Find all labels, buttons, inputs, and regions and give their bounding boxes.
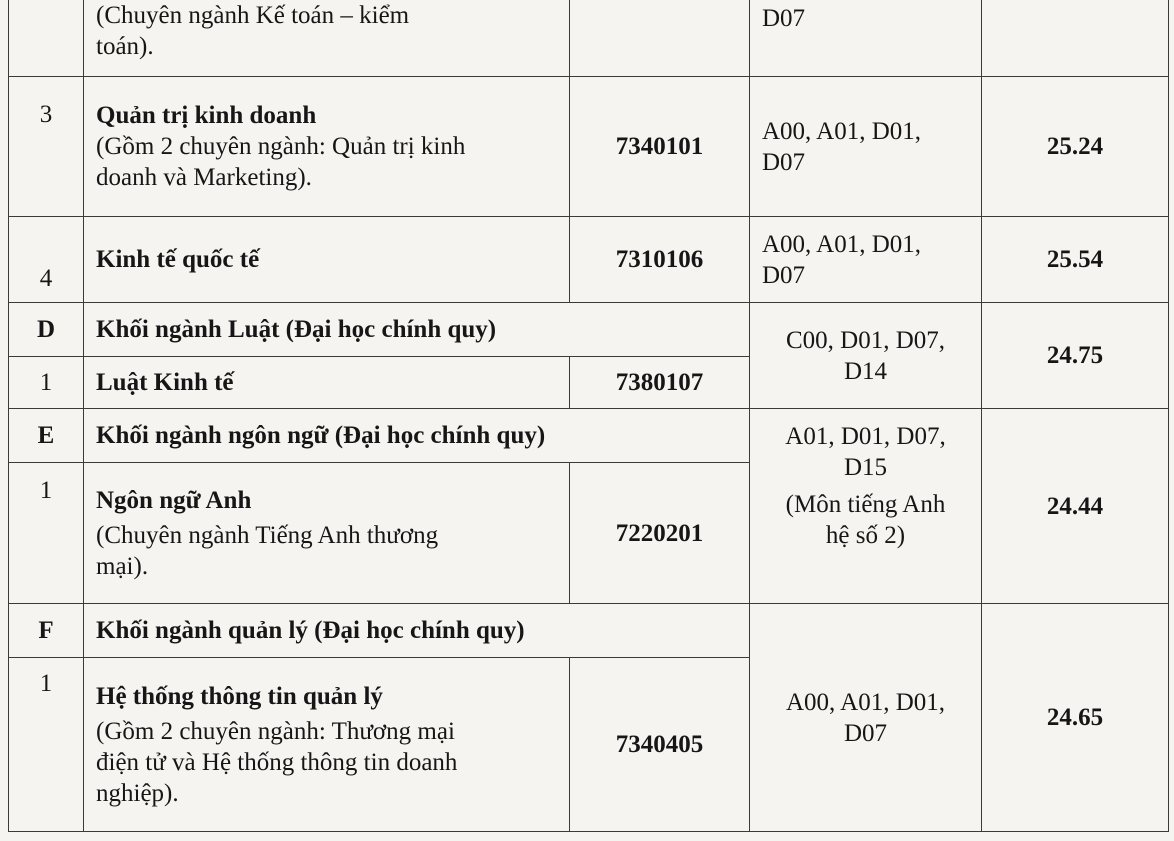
score-cell [982,604,1169,832]
subject-combo: A01, D01, D07, [785,423,946,450]
score-cell [982,409,1169,604]
major-code-cell [570,0,750,77]
group-title: Khối ngành quản lý (Đại học chính quy) [96,617,525,644]
score-cell [982,303,1169,409]
group-letter: D [36,316,56,343]
subject-combo: D07 [843,719,888,747]
major-name-cell [84,217,570,303]
stt-cell [9,0,84,77]
table-row [9,217,1169,303]
major-code: 7340101 [615,133,704,160]
major-code: 7310106 [615,246,704,273]
stt-number: 1 [39,369,53,396]
group-title-cell [84,604,750,658]
subject-combo-cell [750,77,982,217]
major-detail: (Gồm 2 chuyên ngành: Thương mại [96,717,455,745]
major-code-cell [570,217,750,303]
subject-combo: A00, A01, D01, [785,688,946,716]
stt-cell [9,463,84,604]
stt-cell [9,217,84,303]
admission-score: 24.75 [1046,342,1104,369]
major-code-cell [570,77,750,217]
group-header-row [9,303,1169,357]
stt-cell [9,77,84,217]
group-header-row [9,409,1169,463]
major-detail: (Gồm 2 chuyên ngành: Quản trị kinh [96,133,466,160]
subject-combo: C00, D01, D07, [785,326,946,354]
subject-combo: A00, A01, D01, [762,117,922,145]
major-name-cell [84,357,570,409]
major-name: Hệ thống thông tin quản lý [96,682,383,710]
major-detail: toán). [96,33,154,60]
stt-number: 3 [39,101,53,128]
admission-score: 24.44 [1046,492,1104,520]
major-code-cell [570,463,750,604]
major-name: Ngôn ngữ Anh [96,486,252,514]
score-cell [982,0,1169,77]
group-title-cell [84,409,750,463]
score-cell [982,77,1169,217]
admission-score: 24.65 [1046,704,1104,731]
stt-cell [9,658,84,832]
group-title: Khối ngành Luật (Đại học chính quy) [96,316,497,343]
subject-combo: A00, A01, D01, [762,230,922,258]
stt-number: 1 [39,477,53,504]
admission-score: 25.54 [1046,246,1104,273]
subject-combo: D15 [843,454,888,481]
group-letter: F [38,617,54,644]
subject-combo: D07 [762,148,806,176]
major-detail: (Chuyên ngành Kế toán – kiểm [96,2,410,29]
subject-combo-note: hệ số 2) [825,522,906,549]
subject-combo: D07 [762,5,806,32]
major-detail: (Chuyên ngành Tiếng Anh thương [96,521,439,549]
major-name: Quản trị kinh doanh [96,102,317,129]
subject-combo-cell [750,303,982,409]
major-name-cell [84,0,570,77]
major-code-cell [570,658,750,832]
subject-combo-cell [750,0,982,77]
group-letter-cell [9,303,84,357]
stt-number: 1 [39,670,53,697]
major-name: Kinh tế quốc tế [96,246,260,273]
stt-number: 4 [39,265,53,292]
major-code: 7340405 [615,731,704,758]
subject-combo-cell [750,409,982,604]
major-detail: doanh và Marketing). [96,164,312,191]
table-row [9,77,1169,217]
major-code: 7380107 [615,369,704,396]
score-cell [982,217,1169,303]
major-detail: điện tử và Hệ thống thông tin doanh [96,748,458,776]
group-title-cell [84,303,750,357]
group-title: Khối ngành ngôn ngữ (Đại học chính quy) [96,422,546,449]
major-name-cell [84,463,570,604]
group-letter-cell [9,604,84,658]
group-header-row [9,604,1169,658]
stt-cell [9,357,84,409]
admission-score: 25.24 [1046,133,1104,160]
group-letter: E [37,422,55,449]
subject-combo-cell [750,604,982,832]
subject-combo-cell [750,217,982,303]
subject-combo: D14 [843,357,888,385]
admission-score-table [8,0,1169,832]
major-name: Luật Kinh tế [96,369,234,396]
major-detail: mại). [96,552,149,580]
major-code-cell [570,357,750,409]
major-detail: nghiệp). [96,779,179,807]
major-name-cell [84,658,570,832]
subject-combo: D07 [762,261,806,289]
group-letter-cell [9,409,84,463]
major-name-cell [84,77,570,217]
major-code: 7220201 [615,519,704,547]
subject-combo-note: (Môn tiếng Anh [785,491,946,518]
table-row [9,0,1169,77]
